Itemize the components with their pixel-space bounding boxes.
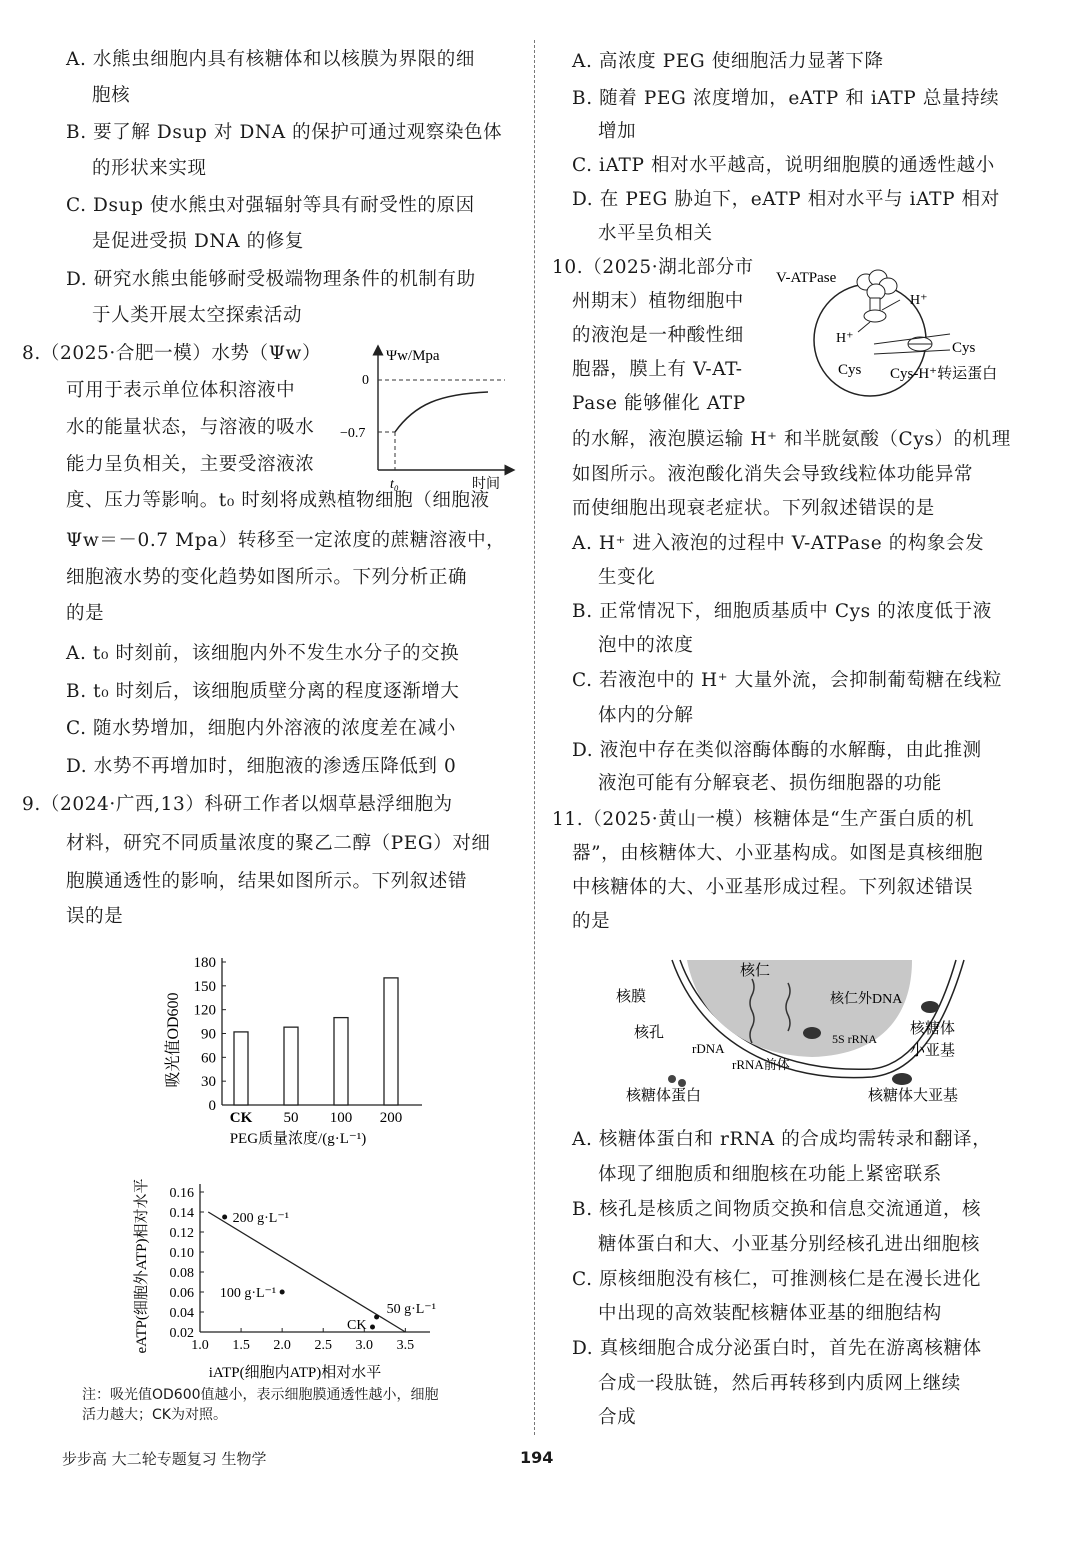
scatter-ytick-label: 0.04 xyxy=(169,1306,194,1321)
q9-option-d-cont: 水平呈负相关 xyxy=(598,223,713,244)
scatter-ytick-label: 0.06 xyxy=(169,1286,194,1301)
q10-option-b: B. 正常情况下，细胞质基质中 Cys 的浓度低于液 xyxy=(572,601,992,622)
q9-stem-3: 胞膜通透性的影响，结果如图所示。下列叙述错 xyxy=(66,871,468,892)
scatter-point-label: 200 g·L⁻¹ xyxy=(232,1211,289,1226)
nuclear-membrane-label: 核膜 xyxy=(616,989,647,1005)
large-subunit-blob xyxy=(892,1073,912,1085)
rrna-precursor-label: rRNA前体 xyxy=(732,1057,790,1072)
ribosome-assembly-diagram xyxy=(612,955,992,1115)
y-tick-neg07: −0.7 xyxy=(340,426,366,441)
h-inside-label: H⁺ xyxy=(836,331,854,346)
bar xyxy=(284,1027,298,1105)
vacuole-diagram xyxy=(770,262,1020,402)
q10-stem-1: 10.（2025·湖北部分市 xyxy=(552,257,754,278)
bar-ytick-label: 150 xyxy=(193,978,216,995)
q9-stem-1: 9.（2024·广西,13）科研工作者以烟草悬浮细胞为 xyxy=(22,794,453,815)
scatter-xtick-label: 1.5 xyxy=(232,1338,250,1353)
q11-option-c-cont: 中出现的高效装配核糖体亚基的细胞结构 xyxy=(598,1303,942,1324)
bar-category-label: 50 xyxy=(283,1110,299,1126)
subunit-blob xyxy=(803,1027,821,1039)
scatter-point xyxy=(374,1315,379,1320)
scatter-xlabel: iATP(细胞内ATP)相对水平 xyxy=(208,1365,382,1381)
q7-option-a-cont: 胞核 xyxy=(92,85,131,106)
q7-option-d-cont: 于人类开展太空探索活动 xyxy=(92,305,303,326)
scatter-ytick-label: 0.12 xyxy=(169,1226,194,1241)
q10-stem-3: 的液泡是一种酸性细 xyxy=(572,325,744,346)
scatter-point xyxy=(280,1290,285,1295)
large-subunit-label: 核糖体大亚基 xyxy=(868,1088,959,1104)
q11-option-b: B. 核孔是核质之间物质交换和信息交流通道，核 xyxy=(572,1199,982,1220)
scatter-xtick-label: 3.5 xyxy=(396,1338,415,1353)
q7-option-c: C. Dsup 使水熊虫对强辐射等具有耐受性的原因 xyxy=(66,195,475,216)
q11-option-d: D. 真核细胞合成分泌蛋白时，首先在游离核糖体 xyxy=(572,1338,982,1359)
q10-option-c-cont: 体内的分解 xyxy=(598,705,694,726)
q11-stem-1: 11.（2025·黄山一模）核糖体是“生产蛋白质的机 xyxy=(552,809,974,830)
protein-dot-2 xyxy=(678,1079,686,1087)
bar xyxy=(234,1032,248,1105)
nuclear-pore-label: 核孔 xyxy=(634,1025,665,1041)
q8-stem-5: 度、压力等影响。t₀ 时刻将成熟植物细胞（细胞液 xyxy=(66,490,490,511)
q10-option-d-cont: 液泡可能有分解衰老、损伤细胞器的功能 xyxy=(598,773,942,794)
bar-category-label: 100 xyxy=(329,1110,353,1126)
q8-stem-1: 8.（2025·合肥一模）水势（Ψw） xyxy=(22,343,322,364)
ribosomal-protein-label: 核糖体蛋白 xyxy=(626,1088,702,1104)
q9-stem-2: 材料，研究不同质量浓度的聚乙二醇（PEG）对细 xyxy=(66,833,491,854)
nucleolus-label: 核仁 xyxy=(740,963,771,979)
scatter-point xyxy=(370,1325,375,1330)
q11-option-d-cont2: 合成 xyxy=(598,1407,637,1428)
q10-option-c: C. 若液泡中的 H⁺ 大量外流，会抑制葡萄糖在线粒 xyxy=(572,670,1003,691)
q8-stem-4: 能力呈负相关，主要受溶液浓 xyxy=(66,454,315,475)
v-atpase-complex xyxy=(857,270,897,322)
q7-option-c-cont: 是促进受损 DNA 的修复 xyxy=(92,231,304,252)
scatter-ytick-label: 0.10 xyxy=(169,1246,194,1261)
q11-option-c: C. 原核细胞没有核仁，可推测核仁是在漫长进化 xyxy=(572,1269,982,1290)
q7-option-a: A. 水熊虫细胞内具有核糖体和以核膜为界限的细 xyxy=(66,49,475,70)
y-axis-label: Ψw/Mpa xyxy=(386,348,440,364)
q11-stem-4: 的是 xyxy=(572,911,611,932)
bar xyxy=(384,978,398,1105)
q8-stem-8: 的是 xyxy=(66,603,105,624)
v-atpase-label: V-ATPase xyxy=(776,270,837,286)
scatter-ytick-label: 0.14 xyxy=(169,1206,194,1221)
q8-stem-3: 水的能量状态，与溶液的吸水 xyxy=(66,417,315,438)
scatter-ytick-label: 0.16 xyxy=(169,1186,194,1201)
bar-ytick-label: 120 xyxy=(193,1002,216,1019)
q11-option-d-cont: 合成一段肽链，然后再转移到内质网上继续 xyxy=(598,1373,961,1394)
h-outside-label: H⁺ xyxy=(910,293,928,308)
figure-note-2: 活力越大；CK为对照。 xyxy=(82,1407,227,1423)
bar-ytick-label: 0 xyxy=(208,1098,216,1114)
q9-option-b-cont: 增加 xyxy=(598,121,637,142)
q8-stem-6: Ψw＝－0.7 Mpa）转移至一定浓度的蔗糖溶液中， xyxy=(66,530,506,551)
q9-option-b: B. 随着 PEG 浓度增加，eATP 和 iATP 总量持续 xyxy=(572,88,1000,109)
atp-scatter-chart xyxy=(110,1170,440,1385)
scatter-ylabel: eATP(细胞外ATP)相对水平 xyxy=(134,1178,150,1354)
bar-ytick-label: 180 xyxy=(193,955,216,971)
q10-stem-8: 而使细胞出现衰老症状。下列叙述错误的是 xyxy=(572,498,935,519)
q7-option-b: B. 要了解 Dsup 对 DNA 的保护可通过观察染色体 xyxy=(66,122,503,143)
q10-option-a-cont: 生变化 xyxy=(598,567,656,588)
h-in-arrow xyxy=(882,300,900,310)
bar-category-label: 200 xyxy=(379,1110,403,1126)
q10-stem-7: 如图所示。液泡酸化消失会导致线粒体功能异常 xyxy=(572,464,974,485)
q10-stem-6: 的水解，液泡膜运输 H⁺ 和半胱氨酸（Cys）的机理 xyxy=(572,429,1011,450)
bar-xlabel: PEG质量浓度/(g·L⁻¹) xyxy=(229,1131,367,1147)
y-tick-0: 0 xyxy=(362,373,369,388)
q10-option-a: A. H⁺ 进入液泡的过程中 V-ATPase 的构象会发 xyxy=(572,533,985,554)
q8-option-c: C. 随水势增加，细胞内外溶液的浓度差在减小 xyxy=(66,718,456,739)
q8-option-a: A. t₀ 时刻前，该细胞内外不发生水分子的交换 xyxy=(66,643,460,664)
q10-stem-2: 州期末）植物细胞中 xyxy=(572,291,744,312)
cys-outside-label: Cys xyxy=(952,340,976,356)
scatter-xtick-label: 2.5 xyxy=(314,1338,332,1353)
q8-stem-7: 细胞液水势的变化趋势如图所示。下列分析正确 xyxy=(66,567,468,588)
scatter-point xyxy=(222,1215,227,1220)
od600-bar-chart xyxy=(150,950,440,1150)
q11-option-b-cont: 糖体蛋白和大、小亚基分别经核孔进出细胞核 xyxy=(598,1234,981,1255)
cys-inside-label: Cys xyxy=(838,362,862,378)
scatter-point-label: 50 g·L⁻¹ xyxy=(386,1302,436,1317)
scatter-ytick-label: 0.02 xyxy=(169,1326,194,1341)
bar-ytick-label: 90 xyxy=(201,1026,216,1043)
q10-stem-5: Pase 能够催化 ATP xyxy=(572,393,746,414)
extra-nucleolar-dna-label: 核仁外DNA xyxy=(830,992,903,1007)
q7-option-d: D. 研究水熊虫能够耐受极端物理条件的机制有助 xyxy=(66,269,476,290)
column-divider xyxy=(534,40,535,1435)
small-subunit-label-1: 核糖体 xyxy=(910,1021,956,1037)
5s-rrna-label: 5S rRNA xyxy=(832,1032,878,1046)
footer-book-title: 步步高 大二轮专题复习 生物学 xyxy=(62,1450,267,1468)
q9-option-d: D. 在 PEG 胁迫下，eATP 相对水平与 iATP 相对 xyxy=(572,189,1000,210)
bar-ytick-label: 30 xyxy=(201,1074,216,1091)
q7-option-b-cont: 的形状来实现 xyxy=(92,158,207,179)
small-subunit-blob xyxy=(921,1001,939,1013)
q9-option-a: A. 高浓度 PEG 使细胞活力显著下降 xyxy=(572,51,884,72)
water-potential-graph xyxy=(330,340,520,492)
q11-stem-2: 器”，由核糖体大、小亚基构成。如图是真核细胞 xyxy=(572,843,984,864)
q11-option-a: A. 核糖体蛋白和 rRNA 的合成均需转录和翻译， xyxy=(572,1129,992,1150)
q10-option-d: D. 液泡中存在类似溶酶体酶的水解酶，由此推测 xyxy=(572,740,982,761)
scatter-xtick-label: 3.0 xyxy=(355,1338,374,1353)
bar xyxy=(334,1018,348,1105)
rdna-label: rDNA xyxy=(692,1041,725,1056)
scatter-point-label: CK xyxy=(347,1318,367,1333)
small-subunit-label-2: 小亚基 xyxy=(910,1043,956,1059)
water-potential-curve xyxy=(395,392,488,432)
q8-option-b: B. t₀ 时刻后，该细胞质壁分离的程度逐渐增大 xyxy=(66,681,460,702)
bar-ytick-label: 60 xyxy=(201,1050,216,1067)
transporter-label: Cys-H⁺转运蛋白 xyxy=(890,366,998,382)
q9-option-c: C. iATP 相对水平越高，说明细胞膜的通透性越小 xyxy=(572,155,995,176)
q8-option-d: D. 水势不再增加时，细胞液的渗透压降低到 0 xyxy=(66,756,457,777)
figure-note-1: 注：吸光值OD600值越小，表示细胞膜通透性越小，细胞 xyxy=(82,1387,439,1403)
page-number: 194 xyxy=(520,1448,554,1467)
cys-arrow-in xyxy=(874,350,950,354)
scatter-xtick-label: 2.0 xyxy=(273,1338,291,1353)
q10-option-b-cont: 泡中的浓度 xyxy=(598,635,694,656)
trend-line xyxy=(208,1212,405,1332)
h-down-arrow xyxy=(858,322,870,332)
q11-option-a-cont: 体现了细胞质和细胞核在功能上紧密联系 xyxy=(598,1164,942,1185)
scatter-ytick-label: 0.08 xyxy=(169,1266,194,1281)
scatter-point-label: 100 g·L⁻¹ xyxy=(219,1286,277,1301)
q8-stem-2: 可用于表示单位体积溶液中 xyxy=(66,380,296,401)
protein-dot xyxy=(668,1075,676,1083)
t0-label: t₀ xyxy=(390,477,399,492)
x-axis-label: 时间 xyxy=(472,477,500,492)
scatter-xtick-label: 1.0 xyxy=(191,1338,209,1353)
q10-stem-4: 胞器，膜上有 V-AT- xyxy=(572,359,743,380)
bar-category-label: CK xyxy=(229,1110,253,1126)
bar-ylabel: 吸光值OD600 xyxy=(165,992,182,1088)
q11-stem-3: 中核糖体的大、小亚基形成过程。下列叙述错误 xyxy=(572,877,974,898)
q9-stem-4: 误的是 xyxy=(66,906,124,927)
